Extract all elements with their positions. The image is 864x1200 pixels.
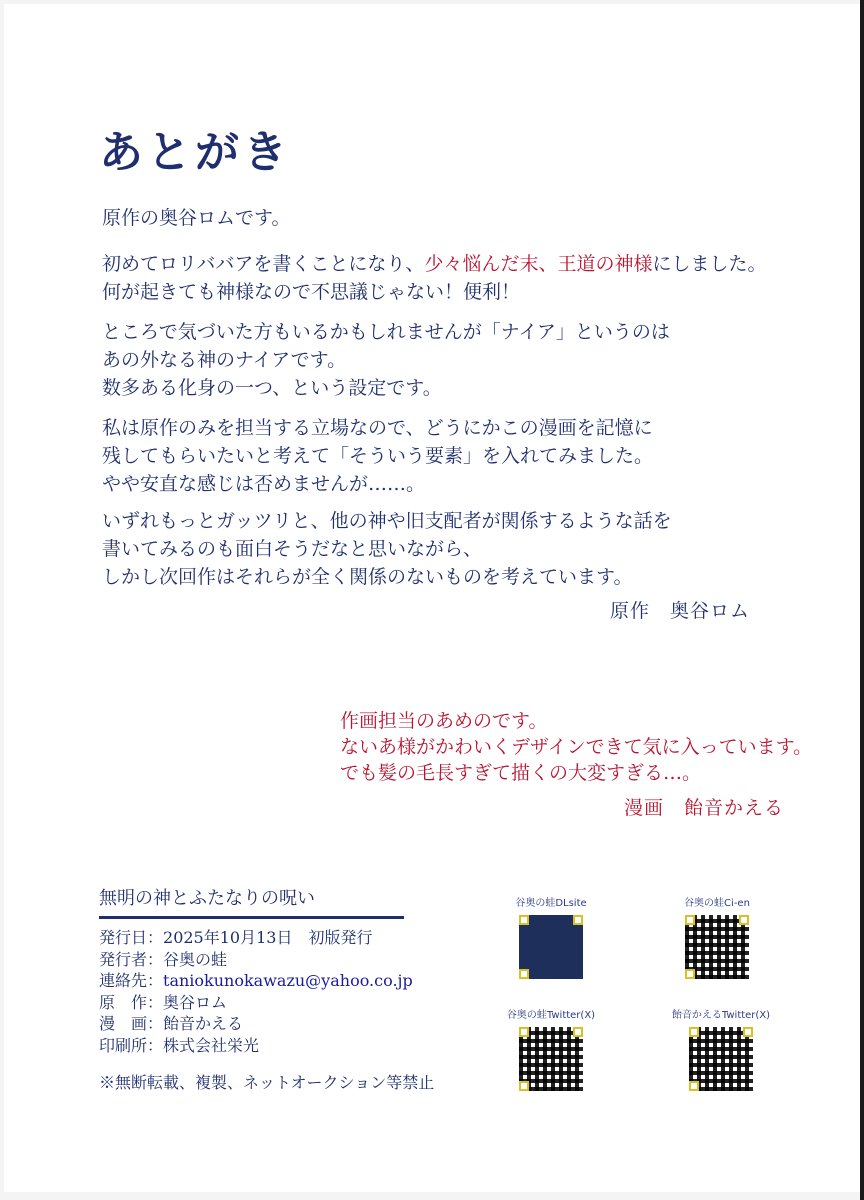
qr-finder xyxy=(573,1027,583,1037)
text-segment: にしました。 xyxy=(652,253,767,275)
book-title: 無明の神とふたなりの呪い xyxy=(99,888,315,909)
qr-caption: 飴音かえるTwitter(X) xyxy=(671,1010,771,1021)
qr-finder xyxy=(685,915,695,925)
text-line xyxy=(102,250,766,278)
artist-signature: 漫画 飴音かえる xyxy=(624,797,785,819)
qr-caption: 谷奥の蛙Ci-en xyxy=(684,898,750,909)
row-label: 発行者： xyxy=(99,949,164,969)
author-paragraph-4 xyxy=(102,414,653,498)
text-line: やや安直な感じは否めませんが……。 xyxy=(102,473,426,495)
qr-finder xyxy=(689,1027,699,1037)
text-line: いずれもっとガッツリと、他の神や旧支配者が関係するような話を xyxy=(102,510,672,532)
colophon-row-artist xyxy=(99,1013,419,1035)
qr-code-icon[interactable] xyxy=(689,1027,753,1091)
row-label: 連絡先： xyxy=(99,971,164,990)
qr-finder xyxy=(519,1081,529,1091)
text-line: 残してもらいたいと考えて「そういう要素」を入れてみました。 xyxy=(102,445,654,467)
row-value: 奥谷ロム xyxy=(163,992,228,1012)
row-label: 漫 画： xyxy=(99,1014,164,1033)
colophon-row-author xyxy=(99,992,419,1014)
author-paragraph-1 xyxy=(102,204,290,232)
text-line: ないあ様がかわいくデザインできて気に入っています。 xyxy=(340,736,813,758)
text-line: しかし次回作はそれらが全く関係のないものを考えています。 xyxy=(102,566,633,588)
divider xyxy=(99,916,404,919)
text-line: 書いてみるのも面白そうだなと思いながら、 xyxy=(102,538,483,560)
qr-ci-en[interactable] xyxy=(642,894,792,979)
row-value: 株式会社栄光 xyxy=(163,1035,260,1055)
text-line: あの外なる神のナイアです。 xyxy=(102,349,347,371)
page-edge xyxy=(860,0,864,1200)
text-line: 作画担当のあめのです。 xyxy=(340,710,548,732)
author-signature: 原作 奥谷ロム xyxy=(610,600,751,622)
text-line: 数多ある化身の一つ、という設定です。 xyxy=(102,377,442,399)
row-label: 印刷所： xyxy=(99,1035,164,1055)
text-line: 原作の奥谷ロムです。 xyxy=(102,207,291,229)
text-line: 私は原作のみを担当する立場なので、どうにかこの漫画を記憶に xyxy=(102,417,653,439)
artist-paragraph xyxy=(340,708,812,786)
author-paragraph-3 xyxy=(102,318,670,402)
qr-code-icon[interactable] xyxy=(519,1027,583,1091)
colophon xyxy=(99,884,435,1093)
row-value: 飴音かえる xyxy=(163,1014,244,1033)
contact-email[interactable]: taniokunokawazu@yahoo.co.jp xyxy=(163,971,413,990)
qr-finder xyxy=(739,915,749,925)
row-value: 2025年10月13日 初版発行 xyxy=(163,928,373,947)
colophon-row-date xyxy=(99,927,419,949)
qr-finder xyxy=(519,915,529,925)
text-line: でも髪の毛長すぎて描くの大変すぎる…。 xyxy=(340,762,702,784)
author-paragraph-2 xyxy=(102,250,766,306)
colophon-row-printer xyxy=(99,1035,419,1057)
afterword-page xyxy=(4,4,860,1192)
row-label: 原 作： xyxy=(99,992,164,1012)
author-paragraph-5 xyxy=(102,507,672,591)
qr-caption: 谷奥の蛙DLsite xyxy=(515,898,587,909)
text-segment: 初めてロリババアを書くことになり、 xyxy=(102,253,425,275)
text-line: ところで気づいた方もいるかもしれませんが「ナイア」というのは xyxy=(102,321,670,343)
text-line: 何が起きても神様なので不思議じゃない！便利！ xyxy=(102,281,521,303)
qr-code-icon[interactable] xyxy=(519,915,583,979)
qr-dlsite[interactable] xyxy=(476,894,626,979)
colophon-row-publisher xyxy=(99,949,419,971)
row-label: 発行日： xyxy=(99,928,164,947)
qr-twitter-amene[interactable] xyxy=(646,1006,796,1091)
qr-finder xyxy=(743,1027,753,1037)
qr-finder xyxy=(689,1081,699,1091)
copyright-notice: ※無断転載、複製、ネットオークション等禁止 xyxy=(99,1073,435,1092)
qr-twitter-taniok[interactable] xyxy=(476,1006,626,1091)
highlighted-text: 少々悩んだ末、王道の神様 xyxy=(424,253,653,275)
qr-caption: 谷奥の蛙Twitter(X) xyxy=(506,1010,596,1021)
colophon-row-contact xyxy=(99,970,419,992)
qr-finder xyxy=(573,915,583,925)
qr-finder xyxy=(685,969,695,979)
qr-finder xyxy=(519,1027,529,1037)
row-value: 谷奥の蛙 xyxy=(163,949,228,969)
page-title: あとがき xyxy=(99,127,291,178)
qr-code-icon[interactable] xyxy=(685,915,749,979)
qr-finder xyxy=(519,969,529,979)
